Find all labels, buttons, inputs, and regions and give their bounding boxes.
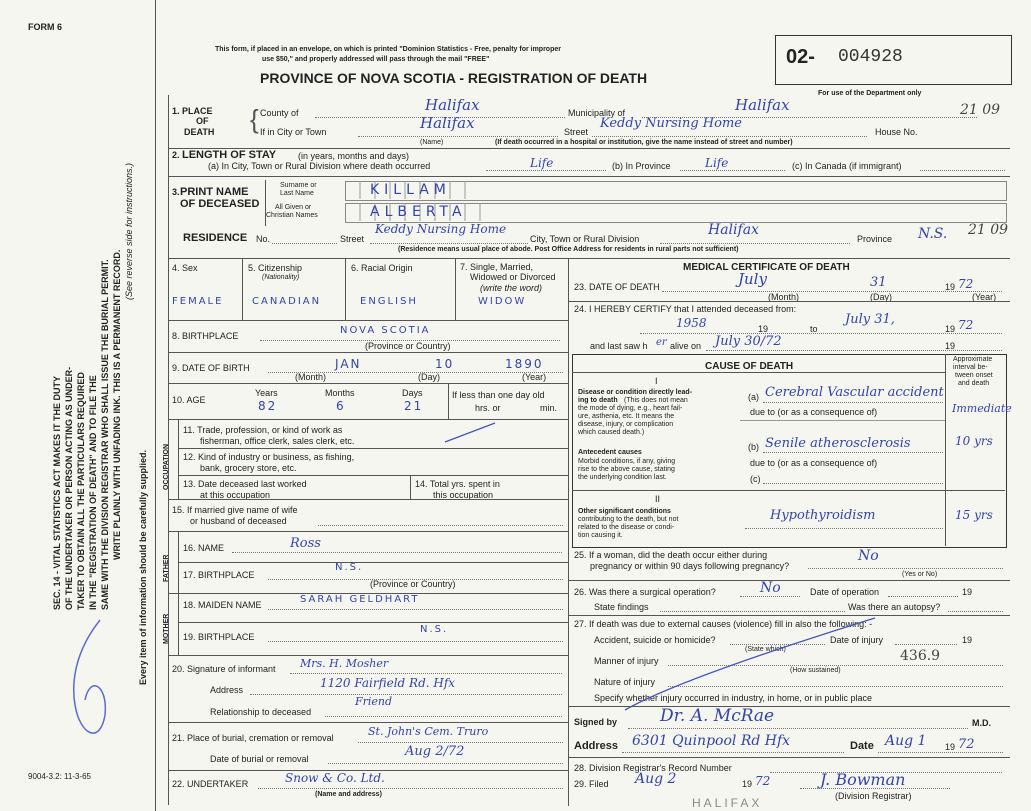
filed-label: 29. Filed — [574, 779, 609, 789]
margin-code: 21 09 — [960, 102, 1001, 118]
dob-year-value: 1890 — [505, 357, 544, 371]
informant-signature-label: 20. Signature of informant — [172, 664, 276, 674]
cause-of-death-title: CAUSE OF DEATH — [705, 361, 794, 372]
q13-label: at this occupation — [200, 490, 271, 500]
given-name-value: ALBERTA — [370, 204, 467, 220]
accident-label: Accident, suicide or homicide? — [594, 635, 716, 645]
day-sublabel: (Day) — [418, 372, 440, 382]
cause-a-interval: Immediate — [952, 402, 1012, 415]
birthplace-label: 8. BIRTHPLACE — [172, 331, 239, 341]
citizenship-sublabel: (Nationality) — [262, 274, 300, 281]
residence-label: RESIDENCE — [183, 232, 248, 244]
disease-label: disease, injury, or complication — [578, 421, 674, 428]
burial-date-value: Aug 2/72 — [405, 744, 465, 759]
print-name-label: OF DECEASED — [180, 198, 260, 210]
reg-number: 004928 — [838, 47, 903, 67]
father-birthplace-sublabel: (Province or Country) — [370, 579, 456, 589]
disease-label: ure, asthenia, etc. It means the — [578, 413, 675, 420]
residence-province-label: Province — [857, 234, 893, 244]
q13-label: 13. Date deceased last worked — [183, 479, 307, 489]
due-to-label: due to (or as a consequence of) — [750, 407, 878, 417]
md-label: M.D. — [972, 718, 991, 728]
sex-label: 4. Sex — [172, 263, 198, 273]
minutes-label: min. — [540, 403, 558, 413]
pregnancy-label: 25. If a woman, did the death occur either during — [574, 550, 768, 560]
house-label: House No. — [875, 127, 918, 137]
pregnancy-label: pregnancy or within 90 days following pregnancy? — [590, 561, 790, 571]
certificate-date-value: Aug 1 — [885, 733, 927, 749]
dod-day-value: 31 — [870, 275, 887, 290]
antecedent-label: rise to the above cause, stating — [578, 466, 675, 473]
year-prefix: 19 — [962, 587, 973, 597]
given-label: Christian Names — [266, 212, 318, 219]
cause-a-label: (a) — [748, 392, 759, 402]
residence-no-label: No. — [256, 234, 271, 244]
informant-signature-value: Mrs. H. Mosher — [300, 657, 389, 670]
residence-city-value: Halifax — [708, 222, 759, 238]
manner-label: Manner of injury — [594, 656, 659, 666]
signed-by-label: Signed by — [574, 717, 618, 727]
pregnancy-value: No — [858, 548, 879, 564]
surgery-value: No — [760, 580, 781, 596]
father-side-label: FATHER — [163, 554, 170, 582]
strike-mark-icon — [440, 420, 500, 445]
informant-address-label: Address — [210, 685, 244, 695]
q14-label: 14. Total yrs. spent in — [415, 479, 500, 489]
page-title: PROVINCE OF NOVA SCOTIA - REGISTRATION OF DEATH — [260, 70, 648, 86]
months-sublabel: Months — [325, 388, 355, 398]
informant-address-value: 1120 Fairfield Rd. Hfx — [320, 676, 456, 690]
section-number: 1. — [172, 106, 180, 116]
reg-prefix: 02- — [786, 46, 815, 68]
burial-place-label: 21. Place of burial, cremation or removal — [172, 733, 334, 743]
certificate-date-year: 72 — [958, 737, 975, 752]
year-sublabel: (Year) — [972, 292, 997, 302]
marital-label: 7. Single, Married, — [460, 262, 534, 272]
other-conditions-value: Hypothyroidism — [770, 508, 876, 523]
q11-label: fisherman, office clerk, sales clerk, etc. — [200, 436, 355, 446]
print-code: 9004-3.2: 11-3-65 — [28, 772, 92, 781]
citizenship-value: CANADIAN — [252, 296, 322, 307]
dob-day-value: 10 — [435, 357, 455, 371]
findings-label: State findings — [594, 602, 649, 612]
attended-to-value: July 31, — [845, 312, 895, 327]
mother-birthplace-value: N.S. — [420, 624, 449, 635]
residence-street-value: Keddy Nursing Home — [375, 222, 507, 236]
section-roman: II — [655, 494, 661, 504]
cause-a-value: Cerebral Vascular accident — [765, 385, 944, 400]
state-which-sublabel: (State which) — [745, 646, 786, 653]
form-number: FORM 6 — [28, 22, 63, 32]
municipality-label: Municipality of — [568, 108, 626, 118]
racial-origin-value: ENGLISH — [360, 296, 418, 307]
side-instruction-line: SEC. 14 - VITAL STATISTICS ACT MAKES IT THE DUTY — [52, 375, 62, 610]
last-seen-label: and last saw h — [590, 341, 648, 351]
undertaker-label: 22. UNDERTAKER — [172, 779, 249, 789]
alive-on-label: alive on — [670, 341, 702, 351]
stay-label: LENGTH OF STAY — [182, 149, 277, 161]
residence-street-label: Street — [340, 234, 365, 244]
operation-date-label: Date of operation — [810, 587, 880, 597]
dod-year-value: 72 — [958, 277, 974, 291]
surgery-label: 26. Was there a surgical operation? — [574, 587, 716, 597]
q15-label: or husband of deceased — [190, 516, 287, 526]
autopsy-label: Was there an autopsy? — [848, 602, 941, 612]
father-name-value: Ross — [290, 536, 321, 551]
filed-year-value: 72 — [755, 774, 771, 788]
q12-label: 12. Kind of industry or business, as fishing, — [183, 452, 355, 462]
other-conditions-label: contributing to the death, but not — [578, 516, 679, 523]
external-cause-label: 27. If death was due to external causes (violence) fill in also the following: - — [574, 619, 873, 629]
city-value: Halifax — [420, 114, 475, 132]
mother-side-label: MOTHER — [163, 613, 170, 644]
given-label: All Given or — [275, 204, 312, 211]
margin-code: 21 09 — [968, 222, 1009, 238]
county-value: Halifax — [425, 96, 480, 114]
county-label: County of — [260, 108, 299, 118]
marital-label: (write the word) — [480, 283, 543, 293]
physician-signature: Dr. A. McRae — [660, 706, 775, 726]
father-name-label: 16. NAME — [183, 543, 225, 553]
name-sublabel: (Name) — [420, 139, 444, 146]
other-conditions-label: related to the disease or condi- — [578, 524, 675, 531]
envelope-note: This form, if placed in an envelope, on which is printed "Dominion Statistics - Free, penalty for improper — [215, 46, 561, 53]
city-label: If in City or Town — [260, 127, 327, 137]
side-instruction-line: SAME WITH THE DIVISION REGISTRAR WHO SHALL ISSUE THE BURIAL PERMIT. — [100, 259, 110, 610]
mother-birthplace-label: 19. BIRTHPLACE — [183, 632, 255, 642]
other-conditions-label: tion causing it. — [578, 532, 623, 539]
registrar-signature: J. Bowman — [820, 770, 906, 789]
disease-label: which caused death.) — [578, 429, 645, 436]
strike-mark-icon — [620, 610, 880, 715]
stay-a-value: Life — [530, 156, 554, 170]
year-sublabel: (Year) — [522, 372, 547, 382]
physician-address-value: 6301 Quinpool Rd Hfx — [632, 733, 791, 749]
antecedent-label: Antecedent causes — [578, 449, 642, 456]
other-conditions-interval: 15 yrs — [955, 508, 993, 522]
street-label: Street — [564, 127, 589, 137]
dod-year-prefix: 19 — [945, 282, 956, 292]
stay-a-label: (a) In City, Town or Rural Division where death occurred — [208, 161, 431, 171]
place-label: DEATH — [184, 127, 215, 137]
year-prefix: 19 — [962, 635, 973, 645]
father-birthplace-value: N.S. — [335, 562, 364, 573]
dob-label: 9. DATE OF BIRTH — [172, 363, 250, 373]
sex-value: FEMALE — [172, 296, 224, 307]
years-sublabel: Years — [255, 388, 278, 398]
section-number: 3. — [172, 187, 180, 197]
certificate-date-label: Date — [850, 740, 874, 752]
surname-label: Last Name — [280, 190, 314, 197]
municipality-value: Halifax — [735, 96, 790, 114]
undertaker-sublabel: (Name and address) — [315, 791, 382, 798]
handwritten-mark-icon — [60, 615, 115, 755]
surname-value: KILLAM — [370, 182, 451, 198]
year-prefix: 19 — [945, 742, 956, 752]
less-than-day-label: If less than one day old — [452, 390, 545, 400]
year-prefix: 19 — [945, 324, 956, 334]
interval-label: tween onset — [955, 372, 993, 379]
bottom-stamp: HALIFAX — [692, 796, 763, 810]
side-instruction-line: WRITE PLAINLY WITH UNFADING INK. THIS IS A PERMANENT RECORD. — [112, 249, 122, 560]
hospital-note: (If death occurred in a hospital or institution, give the name instead of street and number) — [495, 139, 793, 146]
registration-number-box — [775, 35, 1012, 85]
interval-label: Approximate — [953, 356, 993, 363]
days-sublabel: Days — [402, 388, 423, 398]
residence-province-value: N.S. — [918, 226, 948, 242]
relationship-label: Relationship to deceased — [210, 707, 312, 717]
specify-label: Specify whether injury occurred in industry, in home, or in public place — [594, 693, 872, 703]
cause-code: 436.9 — [900, 648, 941, 664]
how-sustained-sublabel: (How sustained) — [790, 667, 841, 674]
disease-label: the mode of dying, e.g., heart fail- — [578, 405, 683, 412]
year-prefix: 19 — [742, 779, 753, 789]
nature-label: Nature of injury — [594, 677, 656, 687]
age-days-value: 21 — [404, 399, 424, 413]
dob-month-value: JAN — [335, 357, 362, 371]
cause-b-value: Senile atherosclerosis — [765, 436, 911, 451]
mother-maiden-name-label: 18. MAIDEN NAME — [183, 600, 262, 610]
month-sublabel: (Month) — [295, 372, 327, 382]
section-roman: I — [655, 376, 658, 386]
hours-label: hrs. or — [475, 403, 501, 413]
place-label: OF — [196, 116, 209, 126]
burial-date-label: Date of burial or removal — [210, 754, 309, 764]
informant-relationship-value: Friend — [355, 695, 393, 708]
age-label: 10. AGE — [172, 395, 206, 405]
antecedent-label: the underlying condition last. — [578, 474, 667, 481]
cause-b-label: (b) — [748, 442, 759, 452]
occupation-side-label: OCCUPATION — [163, 443, 170, 490]
month-sublabel: (Month) — [768, 292, 800, 302]
age-years-value: 82 — [258, 399, 278, 413]
cause-b-interval: 10 yrs — [955, 434, 993, 448]
street-value: Keddy Nursing Home — [600, 116, 742, 131]
side-instruction-line: (See reverse side for instructions.) — [124, 162, 134, 300]
surname-label: Surname or — [280, 182, 317, 189]
injury-date-label: Date of injury — [830, 635, 884, 645]
birthplace-sublabel: (Province or Country) — [365, 341, 451, 351]
q12-label: bank, grocery store, etc. — [200, 463, 297, 473]
marital-value: WIDOW — [478, 296, 527, 307]
filed-date-value: Aug 2 — [635, 771, 677, 787]
attendance-label: 24. I HEREBY CERTIFY that I attended deceased from: — [574, 304, 797, 314]
side-instruction-line: OF THE UNDERTAKER OR PERSON ACTING AS UNDER- — [64, 366, 74, 610]
stay-b-value: Life — [705, 156, 729, 170]
due-to-label: due to (or as a consequence of) — [750, 458, 878, 468]
birthplace-value: NOVA SCOTIA — [340, 325, 431, 336]
last-seen-pronoun: er — [656, 337, 667, 348]
citizenship-label: 5. Citizenship — [248, 263, 303, 273]
date-of-death-label: 23. DATE OF DEATH — [574, 282, 660, 292]
residence-city-label: City, Town or Rural Division — [530, 234, 640, 244]
print-name-label: PRINT NAME — [180, 186, 249, 198]
side-instruction-line: TAKER TO OBTAIN ALL THE PARTICULARS REQUIRED — [76, 372, 86, 610]
residence-note: (Residence means usual place of abode. Post Office Address for residents in rural parts not sufficient) — [398, 246, 739, 253]
cause-c-label: (c) — [750, 474, 761, 484]
attended-from-value: 1958 — [676, 316, 707, 330]
q15-label: 15. If married give name of wife — [172, 505, 298, 515]
burial-place-value: St. John's Cem. Truro — [368, 725, 489, 738]
disease-label: ing to death — [578, 397, 618, 404]
dod-month-value: July — [738, 270, 767, 288]
stay-b-label: (b) In Province — [612, 161, 671, 171]
year-prefix: 19 — [945, 341, 956, 351]
envelope-note: use $50," and properly addressed will pass through the mail "FREE" — [262, 56, 490, 63]
disease-label: Disease or condition directly lead- — [578, 389, 692, 396]
q14-label: this occupation — [433, 490, 494, 500]
interval-label: and death — [958, 380, 990, 387]
side-instruction-line: Every item of information should be carefully supplied. — [138, 449, 148, 685]
marital-label: Widowed or Divorced — [470, 272, 556, 282]
father-birthplace-label: 17. BIRTHPLACE — [183, 570, 255, 580]
disease-label: (This does not mean — [624, 397, 688, 404]
place-label: PLACE — [182, 106, 213, 116]
registrar-sublabel: (Division Registrar) — [835, 791, 912, 801]
section-number: 2. — [172, 150, 180, 160]
interval-label: interval be- — [953, 364, 988, 371]
physician-address-label: Address — [574, 740, 619, 752]
racial-origin-label: 6. Racial Origin — [351, 263, 413, 273]
day-sublabel: (Day) — [870, 292, 892, 302]
stay-c-label: (c) In Canada (if immigrant) — [792, 161, 902, 171]
age-months-value: 6 — [336, 399, 346, 413]
attended-to-year: 72 — [958, 318, 974, 332]
other-conditions-label: Other significant conditions — [578, 508, 671, 515]
year-prefix: 19 — [758, 324, 769, 334]
stay-sublabel: (in years, months and days) — [298, 151, 410, 161]
mother-maiden-name-value: SARAH GELDHART — [300, 594, 420, 605]
record-number-label: 28. Division Registrar's Record Number — [574, 763, 732, 773]
q11-label: 11. Trade, profession, or kind of work as — [183, 425, 343, 435]
last-seen-value: July 30/72 — [715, 334, 782, 349]
dept-use-label: For use of the Department only — [818, 90, 922, 97]
side-instruction-line: IN THE "REGISTRATION OF DEATH" AND TO FILE THE — [88, 375, 98, 610]
undertaker-value: Snow & Co. Ltd. — [285, 771, 385, 785]
yes-no-sublabel: (Yes or No) — [902, 571, 938, 578]
medical-title: MEDICAL CERTIFICATE OF DEATH — [683, 262, 850, 273]
antecedent-label: Morbid conditions, if any, giving — [578, 458, 676, 465]
to-label: to — [810, 324, 818, 334]
